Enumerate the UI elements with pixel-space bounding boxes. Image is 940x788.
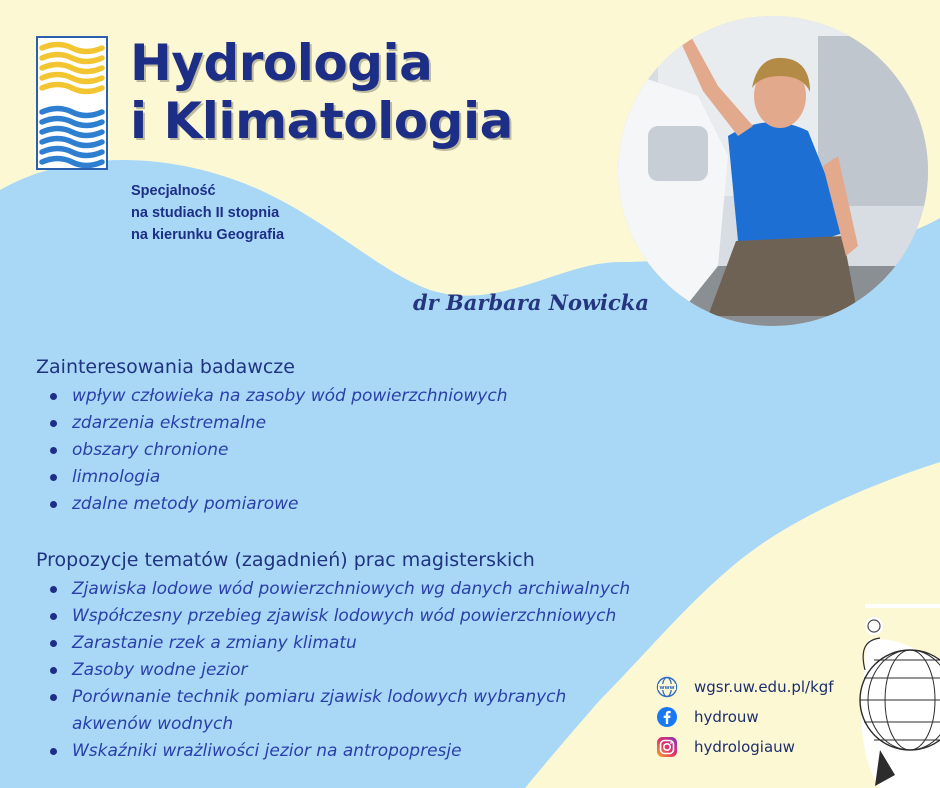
facebook-text: hydrouw (694, 708, 759, 726)
list-item: wpływ człowieka na zasoby wód powierzchniowych (46, 383, 508, 410)
www-globe-icon (656, 676, 678, 698)
list-item: Zarastanie rzek a zmiany klimatu (46, 630, 630, 657)
subtitle (131, 180, 284, 246)
title-line-2: i Klimatologia (130, 92, 513, 150)
contact-links (656, 672, 834, 762)
list-item-continuation: akwenów wodnych (72, 714, 234, 734)
subtitle-line-2: na studiach II stopnia (131, 205, 280, 221)
interests-list (46, 383, 508, 518)
instagram-text: hydrologiauw (694, 738, 795, 756)
list-item: zdarzenia ekstremalne (46, 410, 508, 437)
subtitle-line-1: Specjalność (131, 183, 216, 199)
hydrology-logo (36, 36, 108, 170)
title-line-1: Hydrologia (130, 34, 433, 92)
subtitle-line-3: na kierunku Geografia (131, 227, 285, 243)
list-item: Współczesny przebieg zjawisk lodowych wód powierzchniowych (46, 603, 630, 630)
person-name: dr Barbara Nowicka (413, 290, 649, 315)
list-item: Wskaźniki wrażliwości jezior na antropopresje (46, 738, 630, 765)
list-item: limnologia (46, 464, 508, 491)
interests-heading: Zainteresowania badawcze (36, 356, 295, 378)
university-emblem (840, 600, 940, 788)
list-item: zdalne metody pomiarowe (46, 491, 508, 518)
svg-text:www: www (659, 685, 675, 692)
website-text: wgsr.uw.edu.pl/kgf (694, 678, 834, 696)
list-item: Porównanie technik pomiaru zjawisk lodowych wybranych (46, 684, 630, 711)
portrait-photo (618, 16, 928, 326)
instagram-icon (656, 736, 678, 758)
facebook-icon (656, 706, 678, 728)
topics-heading: Propozycje tematów (zagadnień) prac magisterskich (36, 549, 535, 571)
list-item: obszary chronione (46, 437, 508, 464)
instagram-link[interactable] (656, 732, 834, 762)
website-link[interactable] (656, 672, 834, 702)
facebook-link[interactable] (656, 702, 834, 732)
page-title (130, 34, 513, 150)
list-item: Zjawiska lodowe wód powierzchniowych wg danych archiwalnych (46, 576, 630, 603)
topics-list (46, 576, 630, 765)
list-item: Zasoby wodne jezior (46, 657, 630, 684)
